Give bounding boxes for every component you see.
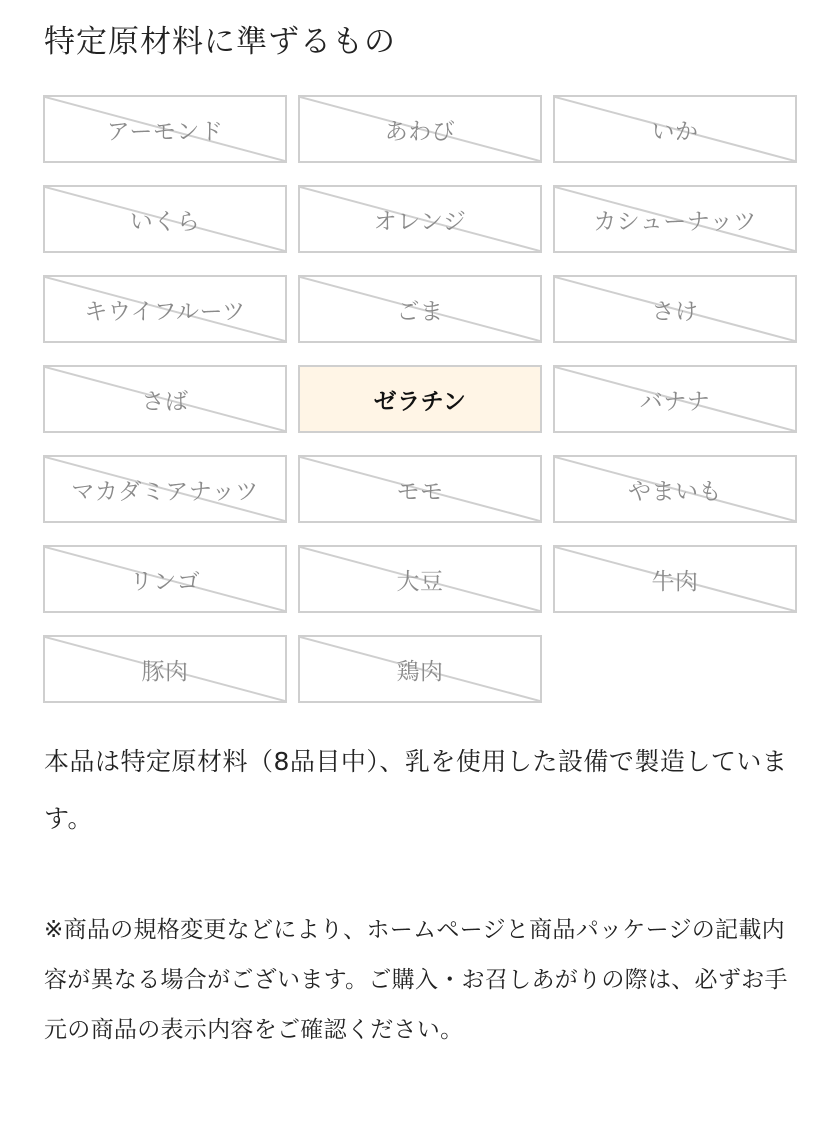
allergen-cell-absent — [298, 185, 542, 253]
allergen-label: キウイフルーツ — [84, 298, 246, 325]
allergen-cell-absent — [43, 275, 287, 343]
allergen-label: 大豆 — [396, 568, 444, 595]
allergen-cell-absent — [553, 275, 797, 343]
allergen-cell-absent — [298, 635, 542, 703]
allergen-cell-absent — [298, 95, 542, 163]
allergen-label: リンゴ — [129, 568, 201, 595]
allergen-label: マカダミアナッツ — [71, 478, 259, 505]
allergen-cell-absent — [43, 365, 287, 433]
allergen-cell-absent — [43, 635, 287, 703]
allergen-label: オレンジ — [373, 208, 467, 235]
allergen-label: あわび — [384, 118, 456, 145]
allergen-cell-absent — [553, 545, 797, 613]
allergen-cell-absent — [298, 545, 542, 613]
section-title: 特定原材料に準ずるもの — [44, 24, 396, 60]
allergen-label: さけ — [651, 298, 699, 325]
allergen-label: さば — [141, 388, 189, 415]
allergen-cell-present — [298, 365, 542, 433]
allergen-label: ごま — [396, 298, 444, 325]
allergen-cell-absent — [553, 365, 797, 433]
allergen-label: カシューナッツ — [593, 208, 757, 235]
allergen-label: 鶏肉 — [396, 658, 444, 685]
allergen-label: アーモンド — [106, 118, 224, 145]
allergen-cell-absent — [43, 185, 287, 253]
allergen-cell-absent — [43, 95, 287, 163]
allergen-grid — [43, 95, 798, 703]
allergen-cell-absent — [553, 95, 797, 163]
allergen-cell-absent — [298, 455, 542, 523]
allergen-label: モモ — [396, 478, 444, 505]
allergen-label: やまいも — [628, 478, 722, 505]
allergen-label: いか — [651, 118, 699, 145]
allergen-cell-absent — [43, 455, 287, 523]
facility-note: 本品は特定原材料（8品目中）、乳を使用した設備で製造しています。 — [44, 747, 788, 833]
allergen-cell-absent — [43, 545, 287, 613]
allergen-cell-absent — [298, 275, 542, 343]
allergen-label: 豚肉 — [141, 658, 189, 685]
allergen-label: バナナ — [639, 388, 711, 415]
disclaimer-note: ※商品の規格変更などにより、ホームページと商品パッケージの記載内容が異なる場合がございます。ご購入・お召しあがりの際は、必ずお手元の商品の表示内容をご確認ください。 — [44, 917, 788, 1043]
allergen-label: 牛肉 — [651, 568, 699, 595]
allergen-cell-absent — [553, 185, 797, 253]
allergen-label: いくら — [129, 208, 201, 235]
allergen-label: ゼラチン — [373, 388, 467, 415]
allergen-cell-absent — [553, 455, 797, 523]
